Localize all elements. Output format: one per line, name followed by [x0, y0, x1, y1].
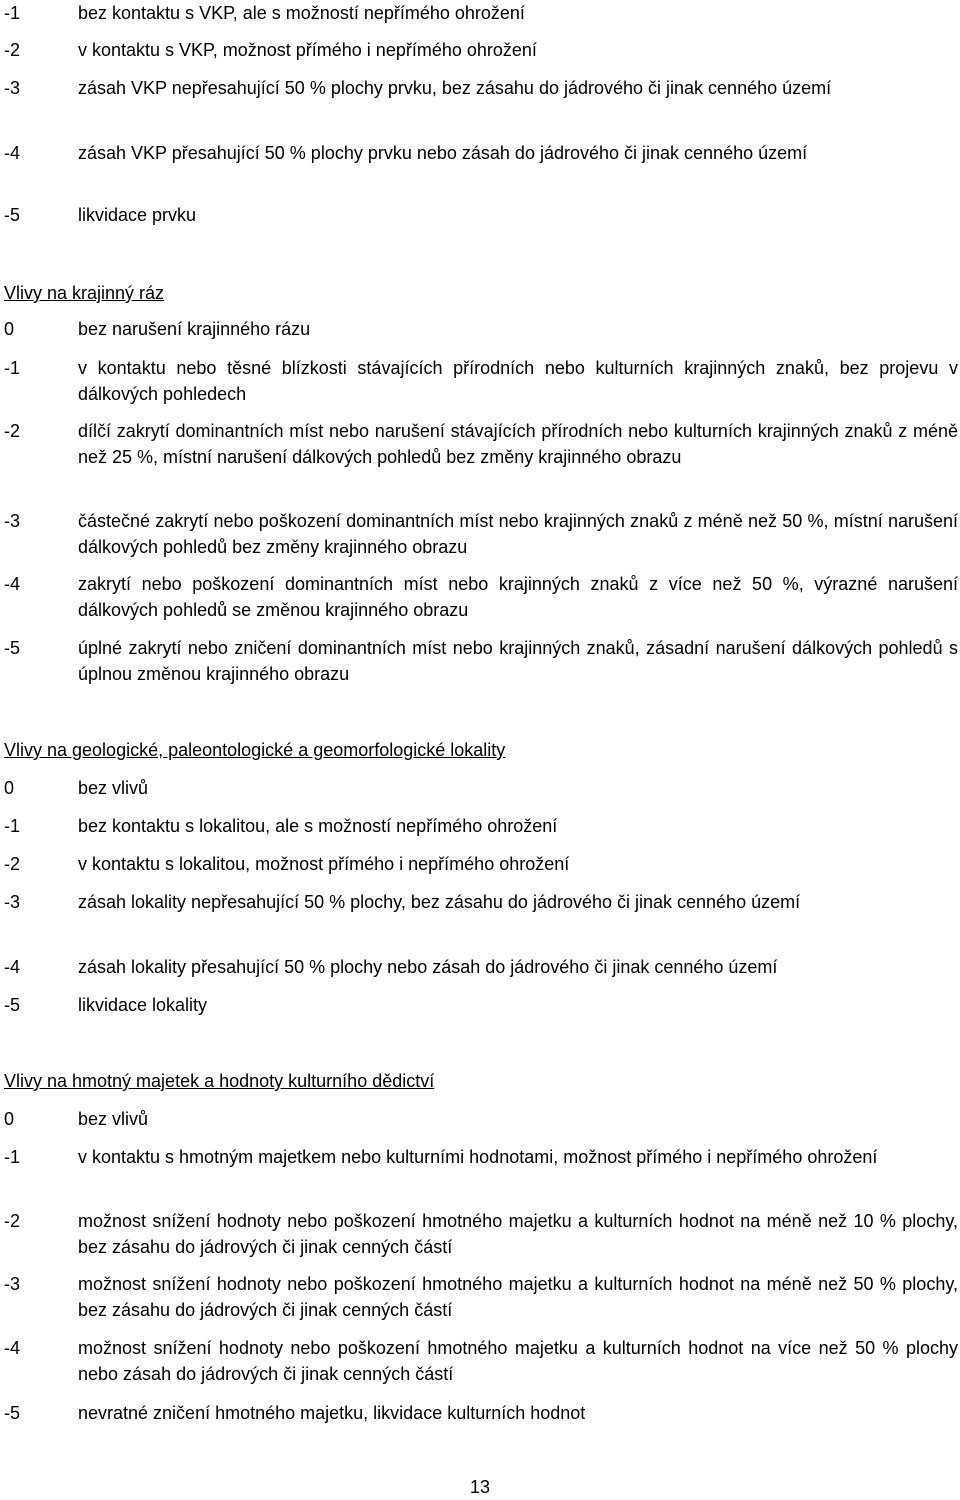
krajinny-raz-item [0, 508, 960, 560]
item-code: -3 [4, 892, 21, 912]
hmotny-majetek-item [0, 1335, 960, 1387]
geologicke-item [0, 992, 960, 1018]
item-code: -3 [4, 78, 21, 98]
item-text: možnost snížení hodnoty nebo poškození hmotného majetku a kulturních hodnot na více než 50 % plochy nebo zásah do jádrových či jinak cenných částí [78, 1338, 958, 1384]
item-code: -1 [4, 1147, 21, 1167]
section-heading: Vlivy na hmotný majetek a hodnoty kulturního dědictví [4, 1071, 435, 1091]
item-text: zásah lokality nepřesahující 50 % plochy, bez zásahu do jádrového či jinak cenného území [78, 892, 801, 912]
item-code: -2 [4, 421, 21, 441]
item-code: -3 [4, 1274, 21, 1294]
item-code: -4 [4, 574, 21, 594]
page-number: 13 [469, 1477, 491, 1497]
krajinny-raz-item [0, 635, 960, 687]
item-text: úplné zakrytí nebo zničení dominantních míst nebo krajinných znaků, zásadní narušení dálkových pohledů s úplnou změnou krajinného obrazu [78, 638, 958, 684]
geologicke-item [0, 851, 960, 877]
geologicke-item [0, 889, 960, 915]
item-code: -1 [4, 3, 21, 23]
hmotny-majetek-item [0, 1208, 960, 1260]
item-code: -5 [4, 205, 21, 225]
geologicke-item [0, 775, 960, 801]
item-text: dílčí zakrytí dominantních míst nebo narušení stávajících přírodních nebo kulturních krajinných znaků z méně než 25 %, místní narušení dálkových pohledů bez změny krajinného obrazu [78, 421, 958, 467]
item-text: bez kontaktu s VKP, ale s možností nepřímého ohrožení [78, 3, 525, 23]
item-text: zásah VKP přesahující 50 % plochy prvku nebo zásah do jádrového či jinak cenného území [78, 143, 808, 163]
item-text: bez kontaktu s lokalitou, ale s možností nepřímého ohrožení [78, 816, 558, 836]
geologicke-item [0, 813, 960, 839]
krajinny-raz-item [0, 316, 960, 342]
krajinny-raz-item [0, 355, 960, 407]
item-code: -2 [4, 1211, 21, 1231]
item-code: -5 [4, 995, 21, 1015]
item-code: -4 [4, 143, 21, 163]
item-text: možnost snížení hodnoty nebo poškození hmotného majetku a kulturních hodnot na méně než 50 % plochy, bez zásahu do jádrových či jinak cenných částí [78, 1274, 958, 1320]
item-text: nevratné zničení hmotného majetku, likvidace kulturních hodnot [78, 1403, 586, 1423]
hmotny-majetek-item [0, 1144, 960, 1170]
hmotny-majetek-item [0, 1400, 960, 1426]
section-heading: Vlivy na krajinný ráz [4, 283, 165, 303]
item-code: 0 [4, 778, 15, 798]
section-heading: Vlivy na geologické, paleontologické a geomorfologické lokality [4, 740, 506, 760]
item-text: bez vlivů [78, 778, 149, 798]
item-text: bez vlivů [78, 1109, 149, 1129]
vkp-item [0, 37, 960, 63]
item-text: v kontaktu nebo těsné blízkosti stávajících přírodních nebo kulturních krajinných znaků, bez projevu v dálkových pohledech [78, 358, 958, 404]
item-code: 0 [4, 1109, 15, 1129]
vkp-item [0, 202, 960, 228]
item-text: likvidace lokality [78, 995, 208, 1015]
item-text: zásah lokality přesahující 50 % plochy nebo zásah do jádrového či jinak cenného území [78, 957, 778, 977]
item-text: bez narušení krajinného rázu [78, 319, 311, 339]
item-code: -5 [4, 1403, 21, 1423]
item-code: -1 [4, 358, 21, 378]
item-code: -2 [4, 854, 21, 874]
item-code: -3 [4, 511, 21, 531]
item-text: likvidace prvku [78, 205, 197, 225]
item-text: zakrytí nebo poškození dominantních míst nebo krajinných znaků z více než 50 %, výrazné narušení dálkových pohledů se změnou krajinného obrazu [78, 574, 958, 620]
item-code: -5 [4, 638, 21, 658]
item-code: -1 [4, 816, 21, 836]
item-code: -4 [4, 957, 21, 977]
item-text: možnost snížení hodnoty nebo poškození hmotného majetku a kulturních hodnot na méně než 10 % plochy, bez zásahu do jádrových či jinak cenných částí [78, 1211, 958, 1257]
geologicke-item [0, 954, 960, 980]
krajinny-raz-item [0, 571, 960, 623]
item-text: zásah VKP nepřesahující 50 % plochy prvku, bez zásahu do jádrového či jinak cenného území [78, 78, 832, 98]
item-code: -4 [4, 1338, 21, 1358]
hmotny-majetek-item [0, 1271, 960, 1323]
item-text: v kontaktu s hmotným majetkem nebo kulturními hodnotami, možnost přímého i nepřímého ohrožení [78, 1147, 878, 1167]
hmotny-majetek-item [0, 1106, 960, 1132]
item-code: 0 [4, 319, 15, 339]
item-text: částečné zakrytí nebo poškození dominantních míst nebo krajinných znaků z méně než 50 %, místní narušení dálkových pohledů bez změny krajinného obrazu [78, 511, 958, 557]
vkp-item [0, 75, 960, 101]
item-code: -2 [4, 40, 21, 60]
vkp-item [0, 140, 960, 166]
vkp-item [0, 0, 960, 26]
krajinny-raz-item [0, 418, 960, 470]
item-text: v kontaktu s lokalitou, možnost přímého i nepřímého ohrožení [78, 854, 570, 874]
item-text: v kontaktu s VKP, možnost přímého i nepřímého ohrožení [78, 40, 537, 60]
